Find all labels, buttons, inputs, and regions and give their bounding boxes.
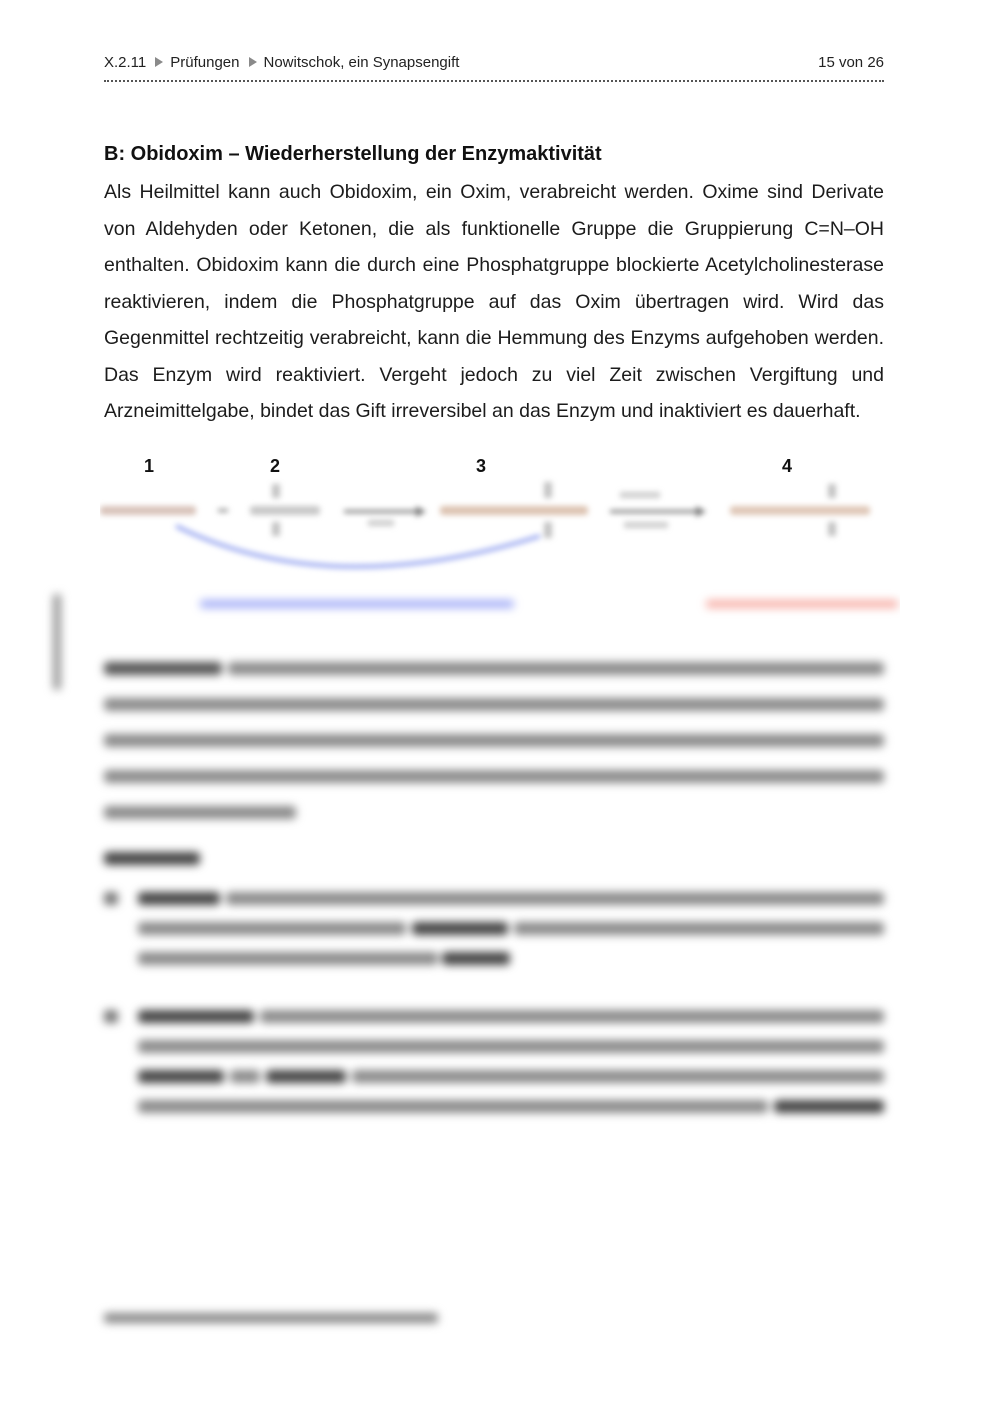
reaction-arrow-2 — [610, 492, 706, 528]
molecule-3 — [440, 482, 588, 538]
page-header — [104, 50, 884, 74]
caption-text-lines — [104, 650, 884, 830]
tasks-heading — [104, 848, 204, 874]
document-page — [104, 0, 884, 1428]
page-footer — [104, 1310, 444, 1329]
diagram-label-2: 2 — [270, 456, 281, 476]
molecule-1 — [100, 506, 196, 515]
breadcrumb-topic: Nowitschok, ein Synapsengift — [263, 53, 460, 71]
task-item-2 — [104, 1002, 884, 1122]
reactivation-note — [200, 600, 514, 608]
molecule-2 — [250, 484, 320, 536]
side-copyright-mark — [52, 590, 65, 690]
diagram-label-1: 1 — [144, 456, 155, 476]
task-1-text-lines — [104, 884, 884, 974]
task-item-1 — [104, 884, 884, 974]
reaction-structures — [100, 482, 870, 567]
diagram-label-3: 3 — [476, 456, 487, 476]
diagram-notes — [200, 600, 898, 608]
header-divider — [104, 80, 884, 82]
section-title: B: Obidoxim – Wiederherstellung der Enzymaktivität — [104, 143, 602, 165]
figure-caption — [104, 650, 884, 843]
reactivation-arc — [176, 526, 540, 567]
reaction-diagram — [100, 452, 900, 622]
breadcrumb-section: Prüfungen — [170, 53, 240, 71]
reaction-arrow-1 — [344, 506, 426, 526]
breadcrumb-arrow-icon — [155, 57, 163, 67]
breadcrumb-chapter: X.2.11 — [104, 53, 147, 71]
molecule-4 — [730, 484, 870, 536]
diagram-label-4: 4 — [782, 456, 793, 476]
task-2-text-lines — [104, 1002, 884, 1122]
page-number: 15 von 26 — [818, 53, 884, 71]
breadcrumb-arrow-icon — [249, 57, 257, 67]
reaction-scheme-graphic — [100, 452, 900, 622]
section-paragraph: Als Heilmittel kann auch Obidoxim, ein Oxim, verabreicht werden. Oxime sind Derivate von Aldehyden oder Ketonen, die als funktionelle Gruppe die Gruppierung C=N–OH enthalten. Obidoxim kann die durch eine Phosphatgruppe blockierte Acetylcholinesterase reaktivieren, indem die Phosphatgruppe auf das Oxim übertragen wird. Wird das Gegenmittel rechtzeitig verabreicht, kann die Hemmung des Enzyms aufgehoben werden. Das Enzym wird reaktiviert. Vergeht jedoch zu viel Zeit zwischen Vergiftung und Arzneimittelgabe, bindet das Gift irreversibel an das Enzym und inaktiviert es dauerhaft. — [104, 181, 884, 422]
irreversible-note — [706, 600, 898, 608]
plus-sign — [218, 509, 228, 512]
section-body — [104, 174, 884, 430]
